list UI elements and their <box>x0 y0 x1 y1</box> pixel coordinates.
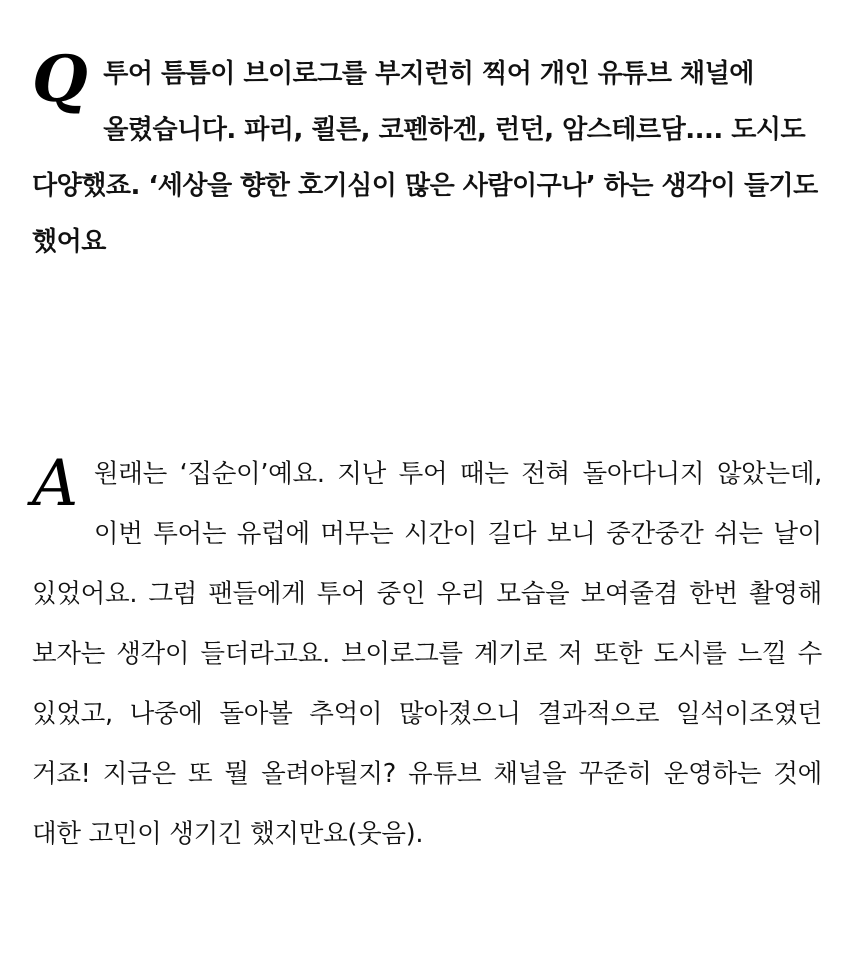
question-text: 투어 틈틈이 브이로그를 부지런히 찍어 개인 유튜브 채널에 올렸습니다. 파리, 쾰른, 코펜하겐, 런던, 암스테르담.... 도시도 다양했죠. ‘세상을 향한 호기심이 많은 사람이구나’ 하는 생각이 들기도 했어요 <box>32 59 818 257</box>
question-paragraph <box>32 42 822 270</box>
answer-block <box>32 444 822 864</box>
answer-paragraph <box>32 444 822 864</box>
question-block <box>32 42 822 270</box>
answer-marker: A <box>32 447 78 521</box>
question-marker: Q <box>32 42 88 117</box>
answer-text: 원래는 ‘집순이’예요. 지난 투어 때는 전혀 돌아다니지 않았는데, 이번 투어는 유럽에 머무는 시간이 길다 보니 중간중간 쉬는 날이 있었어요. 그럼 팬들에게 투어 중인 우리 모습을 보여줄겸 한번 촬영해 보자는 생각이 들더라고요. 브이로그를 계기로 저 또한 도시를 느낄 수 있었고, 나중에 돌아볼 추억이 많아졌으니 결과적으로 일석이조였던 거죠! 지금은 또 뭘 올려야될지? 유튜브 채널을 꾸준히 운영하는 것에 대한 고민이 생기긴 했지만요(웃음). <box>32 459 822 849</box>
